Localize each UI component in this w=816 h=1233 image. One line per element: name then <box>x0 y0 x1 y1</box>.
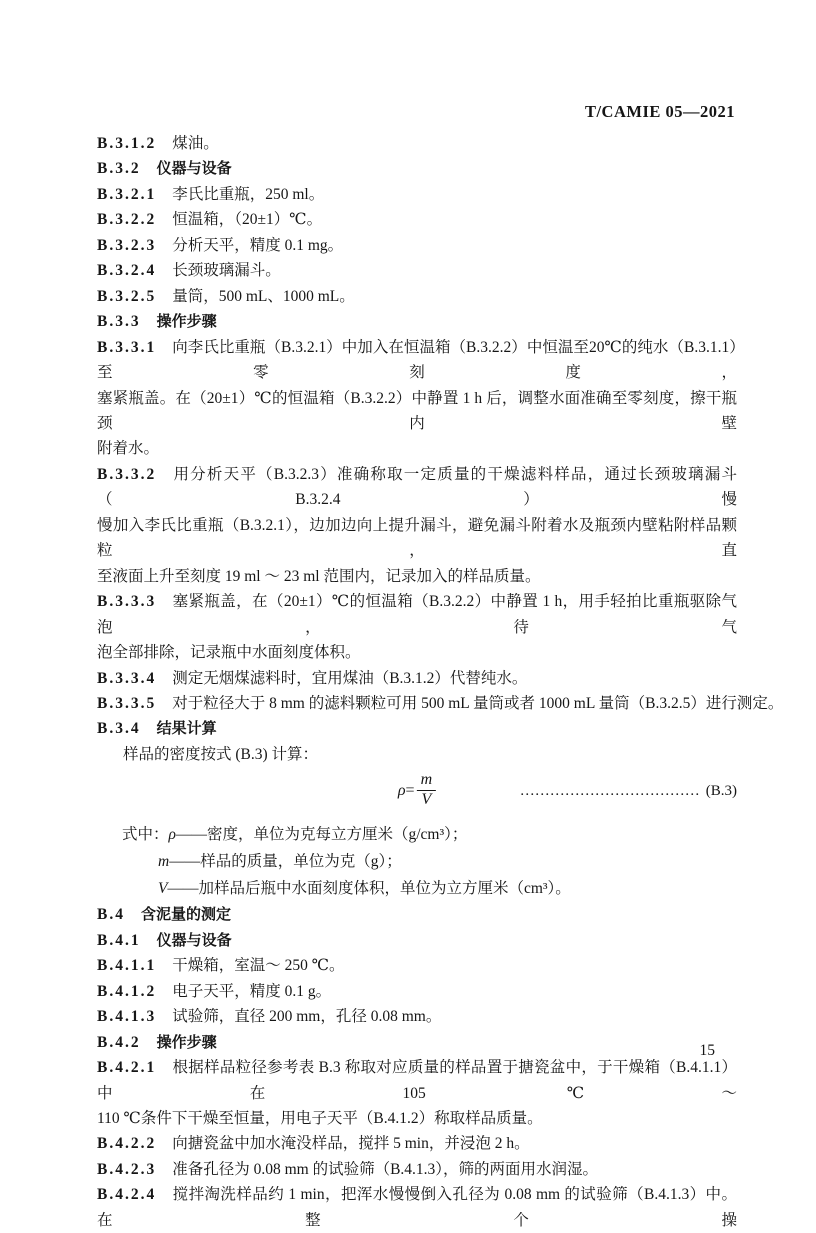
clause-number: B.3.2.2 <box>97 211 157 229</box>
heading-title: 仪器与设备 <box>156 931 232 949</box>
clause-line <box>97 1182 737 1233</box>
formula-leader <box>520 783 737 800</box>
formula-lhs: ρ <box>397 781 406 799</box>
where-definition <box>158 848 737 875</box>
clause-text: 长颈玻璃漏斗。 <box>172 262 281 280</box>
paragraph-continuation: 慢加入李氏比重瓶（B.3.2.1），边加边向上提升漏斗，避免漏斗附着水及瓶颈内壁粘附样品颗粒，直 <box>97 516 737 560</box>
formula-row <box>97 770 737 816</box>
clause-number: B.4.2.4 <box>97 1186 157 1204</box>
heading-number: B.4.1 <box>97 931 141 949</box>
clause-number: B.3.1.2 <box>97 135 157 152</box>
clause-text: 向李氏比重瓶（B.3.2.1）中加入在恒温箱（B.3.2.2）中恒温至20℃的纯水（B.3.1.1）至零刻度， <box>97 338 737 382</box>
heading-number: B.3.3 <box>97 313 141 331</box>
clause-text: 煤油。 <box>172 135 219 152</box>
clause-text: 向搪瓷盆中加水淹没样品，搅拌 5 min，并浸泡 2 h。 <box>172 1135 530 1153</box>
heading-title: 含泥量的测定 <box>140 906 231 924</box>
clause-number: B.3.3.4 <box>97 669 157 687</box>
clause-text: 对于粒径大于 8 mm 的滤料颗粒可用 500 mL 量筒或者 1000 mL 量筒（B.3.2.5）进行测定。 <box>172 694 784 712</box>
clause-line <box>97 666 737 691</box>
variable-symbol: ρ <box>168 826 176 844</box>
clause-number: B.4.1.2 <box>97 982 157 1000</box>
paragraph-continuation: 附着水。 <box>97 440 160 458</box>
clause-line <box>97 233 737 258</box>
variable-symbol: V <box>158 880 168 898</box>
variable-description: ——加样品后瓶中水面刻度体积，单位为立方厘米（cm³）。 <box>167 880 571 898</box>
clause-text: 测定无烟煤滤料时，宜用煤油（B.3.1.2）代替纯水。 <box>172 669 528 687</box>
clause-number: B.3.2.3 <box>97 236 157 254</box>
heading-title: 操作步骤 <box>156 313 217 331</box>
clause-number: B.3.3.5 <box>97 694 157 712</box>
clause-line <box>97 691 784 716</box>
clause-line <box>97 1055 737 1106</box>
clause-text: 根据样品粒径参考表 B.3 称取对应质量的样品置于搪瓷盆中，于干燥箱（B.4.1.1）中在105 ℃～ <box>97 1059 737 1102</box>
section-heading <box>97 716 737 741</box>
fraction <box>417 772 437 809</box>
clause-number: B.3.3.2 <box>97 465 157 483</box>
heading-number: B.4.2 <box>97 1033 141 1051</box>
paragraph-continuation: 泡全部排除，记录瓶中水面刻度体积。 <box>97 644 361 662</box>
clause-number: B.3.3.3 <box>97 593 157 611</box>
variable-description: ——样品的质量，单位为克（g）； <box>169 853 402 871</box>
clause-line <box>97 953 737 978</box>
paragraph-continuation: 塞紧瓶盖。在（20±1）℃的恒温箱（B.3.2.2）中静置 1 h 后，调整水面准确至零刻度，擦干瓶颈内壁 <box>97 389 737 432</box>
formula-label: (B.3) <box>705 783 737 800</box>
clause-text: 准备孔径为 0.08 mm 的试验筛（B.4.1.3），筛的两面用水润湿。 <box>172 1160 599 1178</box>
page-number: 15 <box>699 1042 715 1059</box>
clause-text: 塞紧瓶盖，在（20±1）℃的恒温箱（B.3.2.2）中静置 1 h，用手轻拍比重瓶驱除气泡，待气 <box>97 593 737 636</box>
section-heading <box>97 309 737 334</box>
clause-number: B.4.2.3 <box>97 1160 157 1178</box>
clause-number: B.4.2.1 <box>97 1059 157 1077</box>
clause-number: B.4.2.2 <box>97 1135 157 1153</box>
clause-text: 用分析天平（B.3.2.3）准确称取一定质量的干燥滤料样品，通过长颈玻璃漏斗（B.3.2.4）慢 <box>97 465 737 509</box>
heading-number: B.3.4 <box>97 720 141 738</box>
dot-leader: ……………………………… <box>519 783 700 800</box>
clause-text: 搅拌淘洗样品约 1 min，把浑水慢慢倒入孔径为 0.08 mm 的试验筛（B.4.1.3）中。在整个操 <box>97 1186 737 1229</box>
variable-symbol: m <box>158 853 170 871</box>
clause-line <box>97 1131 737 1156</box>
clause-text: 量筒，500 mL、1000 mL。 <box>172 287 355 305</box>
heading-number: B.4 <box>97 906 125 924</box>
document-body <box>97 131 784 1233</box>
section-heading <box>97 902 737 927</box>
clause-line <box>97 207 737 232</box>
clause-number: B.3.3.1 <box>97 338 157 356</box>
clause-number: B.3.2.4 <box>97 262 157 280</box>
clause-line <box>97 258 737 283</box>
heading-title: 操作步骤 <box>156 1033 217 1051</box>
clause-line <box>97 979 737 1004</box>
formula-equals: = <box>405 781 415 799</box>
clause-line <box>97 284 737 309</box>
variable-description: ——密度，单位为克每立方厘米（g/cm³）； <box>175 826 468 844</box>
clause-text: 干燥箱，室温～ 250 ℃。 <box>172 957 345 975</box>
heading-number: B.3.2 <box>97 160 141 178</box>
clause-text: 试验筛，直径 200 mm，孔径 0.08 mm。 <box>172 1008 442 1026</box>
clause-line <box>97 1157 737 1182</box>
paragraph-continuation: 至液面上升至刻度 19 ml ～ 23 ml 范围内，记录加入的样品质量。 <box>97 567 541 585</box>
where-definition <box>122 821 737 848</box>
clause-text: 李氏比重瓶，250 ml。 <box>172 185 325 203</box>
paragraph-continuation: 110 ℃条件下干燥至恒量，用电子天平（B.4.1.2）称取样品质量。 <box>97 1109 543 1127</box>
clause-line <box>97 1004 737 1029</box>
density-formula <box>398 772 436 809</box>
where-definition <box>158 875 737 902</box>
clause-text: 恒温箱，（20±1）℃。 <box>172 211 323 229</box>
standard-number-header: T/CAMIE 05—2021 <box>584 102 735 121</box>
section-heading <box>97 1030 737 1055</box>
heading-title: 结果计算 <box>156 720 217 738</box>
where-prefix: 式中： <box>122 826 169 844</box>
clause-line <box>97 589 737 640</box>
fraction-denominator: V <box>421 791 432 809</box>
formula-intro: 样品的密度按式 (B.3) 计算： <box>123 745 319 763</box>
clause-number: B.4.1.3 <box>97 1008 157 1026</box>
section-heading <box>97 156 737 181</box>
clause-line <box>97 335 737 386</box>
clause-line <box>97 131 737 156</box>
section-heading <box>97 928 737 953</box>
clause-line <box>97 462 737 513</box>
fraction-numerator: m <box>417 772 437 791</box>
clause-number: B.4.1.1 <box>97 957 157 975</box>
clause-number: B.3.2.1 <box>97 185 157 203</box>
clause-number: B.3.2.5 <box>97 287 157 305</box>
clause-text: 分析天平，精度 0.1 mg。 <box>172 236 344 254</box>
heading-title: 仪器与设备 <box>156 160 232 178</box>
clause-text: 电子天平，精度 0.1 g。 <box>172 982 332 1000</box>
clause-line <box>97 182 737 207</box>
